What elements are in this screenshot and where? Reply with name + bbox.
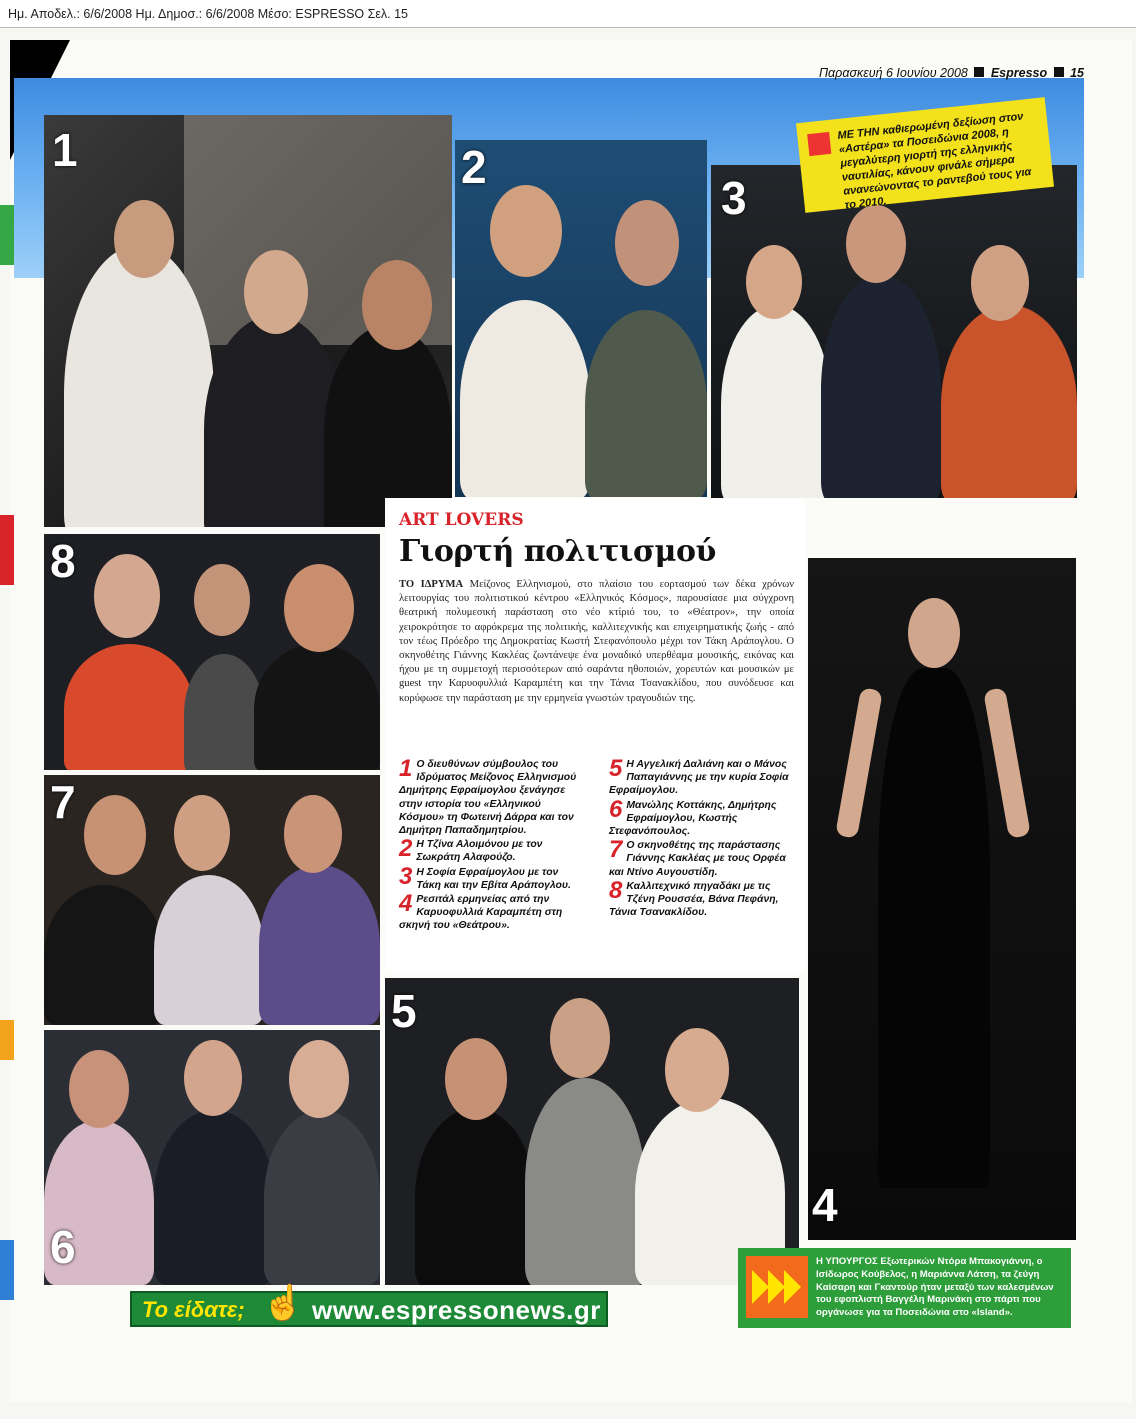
photo-6 (44, 1030, 380, 1285)
caption-text: Καλλιτεχνικό πηγαδάκι με τις Τζένη Ρουσσέα, Βάνα Πεφάνη, Τάνια Τσανακλίδου. (609, 880, 779, 919)
article-body-text: Μείζονος Ελληνισμού, στο πλαίσιο του εορτασμού των δέκα χρόνων λειτουργίας του πολιτιστικού κέντρου «Ελληνικός Κόσμος», παρουσίασε μια σύγχρονη θεατρική πολυμεσική παράσταση στο νέο κτίριό του, το «Θέατρον», την οποία χειροκρότησε το αφρόκρεμα της πολιτικής, καλλιτεχνικής και επιχειρηματικής ζωής - από τον τέως Πρόεδρο της Δημοκρατίας Κωστή Στεφανόπουλο μέχρι τον Τάκη Αράπογλου. Ο σκηνοθέτης Γιάννης Κακλέας ζωντάνεψε ένα μοναδικό υπερθέαμα μουσικής, εικόνας και ήχου με τη συμμετοχή περισσότερων από σαράντα ηθοποιών, χορευτών και μουσικών με guest την Καρυοφυλλιά Καραμπέτη και την Τάνια Τσανακλίδου, που συνόδευσε και κορύφωσε την παράσταση με την ερμηνεία γνωστών τραγουδιών της. (399, 579, 794, 704)
triple-arrow-icon (746, 1256, 808, 1318)
photo-4 (808, 558, 1076, 1240)
caption-text: Ο σκηνοθέτης της παράστασης Γιάννης Κακλέας με τους Ορφέα και Ντίνο Αυγουστίδη. (609, 840, 786, 878)
caption-text: Η Σοφία Εφραίμογλου με τον Τάκη και την Εβίτα Αράπογλου. (416, 866, 571, 891)
caption-6 (609, 795, 794, 839)
greenbox-text: Η ΥΠΟΥΡΓΟΣ Εξωτερικών Ντόρα Μπακογιάννη, ο Ισίδωρος Κούβελος, η Μαριάννα Λάτση, τα ζεύγη Καίσαρη και Γκαντούρ ήταν μεταξύ των καλεσμένων του εφοπλιστή Βαγγέλη Μαρινάκη στο πάρτι που οργάνωσε για τα Ποσειδώνια στο «Island». (816, 1256, 1054, 1319)
article (385, 498, 805, 973)
caption-number: 4 (399, 890, 413, 918)
photo-number-2: 2 (461, 141, 487, 193)
document-info-bar (0, 0, 1136, 28)
photo-number-4: 4 (812, 1179, 838, 1231)
article-lead: ΤΟ ΙΔΡΥΜΑ (399, 579, 464, 590)
caption-number: 1 (399, 755, 413, 782)
caption-number: 3 (399, 862, 413, 890)
sidebar-greenbox (738, 1248, 1071, 1328)
caption-text: Μανώλης Κοττάκης, Δημήτρης Εφραίμογλου, Κωστής Στεφανόπουλος. (609, 799, 777, 838)
caption-number: 6 (609, 795, 623, 823)
square-bullet-icon (974, 67, 984, 77)
caption-column-right (609, 755, 794, 920)
edge-strip-blue (0, 1240, 14, 1300)
article-headline: Γιορτή πολιτισμού (399, 534, 716, 569)
caption-text: Η Αγγελική Δαλιάνη και ο Μάνος Παπαγιάννης με την κυρία Σοφία Εφραίμογλου. (609, 759, 789, 797)
caption-8 (609, 876, 794, 920)
callout-text: ΜΕ ΤΗΝ καθιερωμένη δεξίωση στον «Αστέρα» τα Ποσειδώνια 2008, η μεγαλύτερη γιορτή της ελληνικής ναυτιλίας, κάνουν φινάλε σήμερα ανανεώνοντας το ραντεβού τους για το 2010. (836, 110, 1032, 212)
caption-5 (609, 755, 794, 798)
edge-strip-orange (0, 1020, 14, 1060)
pointing-hand-icon: ☝ (262, 1284, 305, 1322)
photo-number-1: 1 (52, 124, 78, 176)
caption-number: 8 (609, 876, 623, 904)
photo-7 (44, 775, 380, 1025)
caption-column-left (399, 755, 584, 934)
caption-number: 2 (399, 835, 413, 863)
website-banner[interactable] (130, 1284, 608, 1327)
caption-text: Η Τζίνα Αλοιμόνου με τον Σωκράτη Αλαφούζο. (416, 839, 543, 864)
header-date: Παρασκευή 6 Ιουνίου 2008 (818, 66, 968, 80)
edge-strip-red (0, 515, 14, 585)
photo-number-6: 6 (50, 1221, 76, 1273)
caption-number: 7 (609, 836, 623, 864)
caption-7 (609, 836, 794, 879)
edge-strip-green (0, 205, 14, 265)
article-body (399, 578, 794, 706)
photo-8 (44, 534, 380, 770)
square-bullet-icon (1054, 67, 1064, 77)
header-brand: Espresso (990, 66, 1048, 80)
caption-4 (399, 890, 584, 933)
photo-number-8: 8 (50, 535, 76, 587)
caption-2 (399, 835, 584, 864)
website-banner-label: Το είδατε; (142, 1297, 245, 1322)
photo-5 (385, 978, 799, 1285)
document-info-text: Ημ. Αποδελ.: 6/6/2008 Ημ. Δημοσ.: 6/6/2008 Μέσο: ESPRESSO Σελ. 15 (8, 7, 408, 21)
photo-2 (455, 140, 707, 497)
caption-3 (399, 862, 584, 892)
header-page-number: 15 (1070, 66, 1084, 80)
page-header (819, 66, 1084, 80)
photo-1 (44, 115, 452, 527)
caption-number: 5 (609, 755, 623, 782)
red-square-icon (807, 132, 831, 156)
photo-number-5: 5 (391, 985, 417, 1037)
photo-3 (711, 165, 1077, 498)
caption-text: Ρεσιτάλ ερμηνείας από την Καρυοφυλλιά Καραμπέτη στη σκηνή του «Θεάτρου». (399, 894, 563, 932)
website-url[interactable]: www.espressonews.gr (312, 1295, 601, 1325)
photo-number-3: 3 (721, 172, 747, 224)
article-kicker: ART LOVERS (399, 510, 524, 530)
caption-text: Ο διευθύνων σύμβουλος του Ιδρύματος Μείζονος Ελληνισμού Δημήτρης Εφραίμογλου ξενάγησε στην ιστορία του «Ελληνικού Κόσμου» τη Φωτεινή Δάρρα και τον Δημήτρη Παπαδημητρίου. (399, 759, 577, 837)
caption-1 (399, 755, 584, 837)
photo-number-7: 7 (50, 776, 76, 828)
